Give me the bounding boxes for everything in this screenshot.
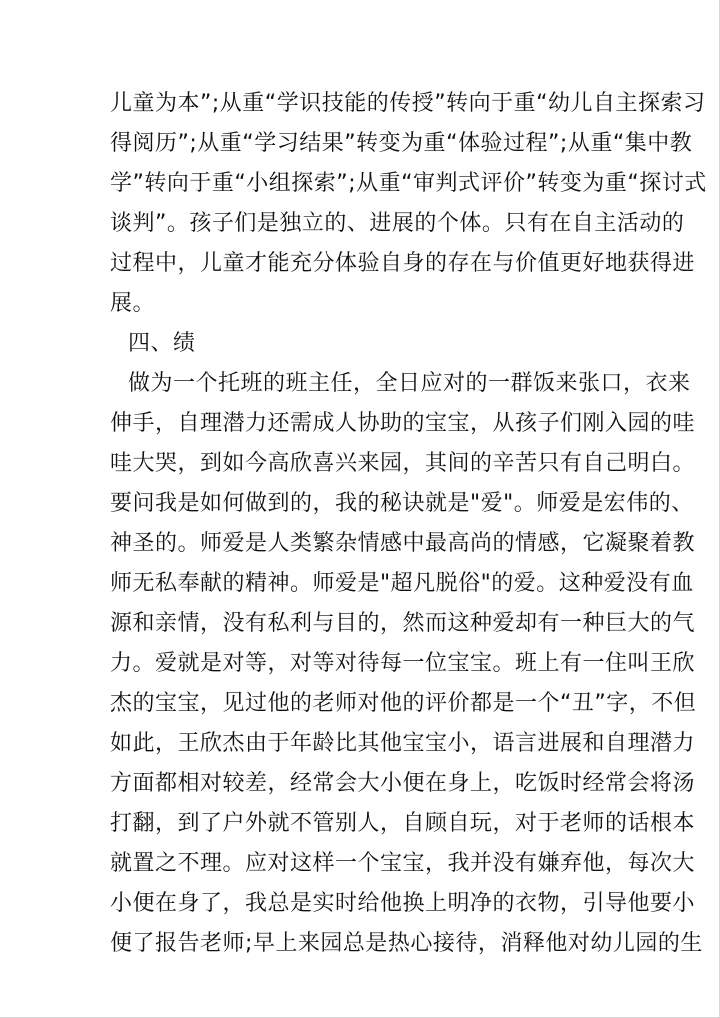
text-line: 杰的宝宝，见过他的老师对他的评价都是一个“丑”字，不但 bbox=[110, 691, 697, 716]
text-line: 小便在身了，我总是实时给他换上明净的衣物，引导他要小 bbox=[110, 891, 696, 916]
text-line: 哇大哭，到如今高欣喜兴来园，其间的辛苦只有自己明白。 bbox=[110, 451, 696, 476]
text-line: 儿童为本”;从重“学识技能的传授”转向于重“幼儿自主探索习 bbox=[110, 91, 706, 116]
text-line: 学”转向于重“小组探索”;从重“审判式评价”转变为重“探讨式 bbox=[110, 171, 707, 196]
text-line: 要问我是如何做到的，我的秘诀就是"爱"。师爱是宏伟的、 bbox=[110, 491, 694, 516]
text-line: 展。 bbox=[110, 291, 156, 316]
text-line: 力。爱就是对等，对等对待每一位宝宝。班上有一住叫王欣 bbox=[110, 651, 696, 676]
text-line: 谈判”。孩子们是独立的、进展的个体。只有在自主活动的 bbox=[110, 211, 685, 236]
text-line: 方面都相对较差，经常会大小便在身上，吃饭时经常会将汤 bbox=[110, 771, 696, 796]
text-line: 便了报告老师;早上来园总是热心接待，消释他对幼儿园的生 bbox=[110, 931, 703, 956]
text-line: 就置之不理。应对这样一个宝宝，我并没有嫌弃他，每次大 bbox=[110, 851, 696, 876]
section-heading: 四、绩 bbox=[128, 331, 196, 356]
text-line: 神圣的。师爱是人类繁杂情感中最高尚的情感，它凝聚着教 bbox=[110, 531, 696, 556]
text-line: 伸手，自理潜力还需成人协助的宝宝，从孩子们刚入园的哇 bbox=[110, 411, 696, 436]
document-body bbox=[110, 84, 707, 964]
text-line: 得阅历”;从重“学习结果”转变为重“体验过程”;从重“集中教 bbox=[110, 131, 693, 156]
text-line: 源和亲情，没有私利与目的，然而这种爱却有一种巨大的气 bbox=[110, 611, 696, 636]
text-line: 打翻，到了户外就不管别人，自顾自玩，对于老师的话根本 bbox=[110, 811, 696, 836]
text-line: 做为一个托班的班主任，全日应对的一群饭来张口，衣来 bbox=[128, 371, 691, 396]
text-line: 过程中，儿童才能充分体验自身的存在与价值更好地获得进 bbox=[110, 251, 696, 276]
text-line: 如此，王欣杰由于年龄比其他宝宝小，语言进展和自理潜力 bbox=[110, 731, 696, 756]
text-line: 师无私奉献的精神。师爱是"超凡脱俗"的爱。这种爱没有血 bbox=[110, 571, 694, 596]
